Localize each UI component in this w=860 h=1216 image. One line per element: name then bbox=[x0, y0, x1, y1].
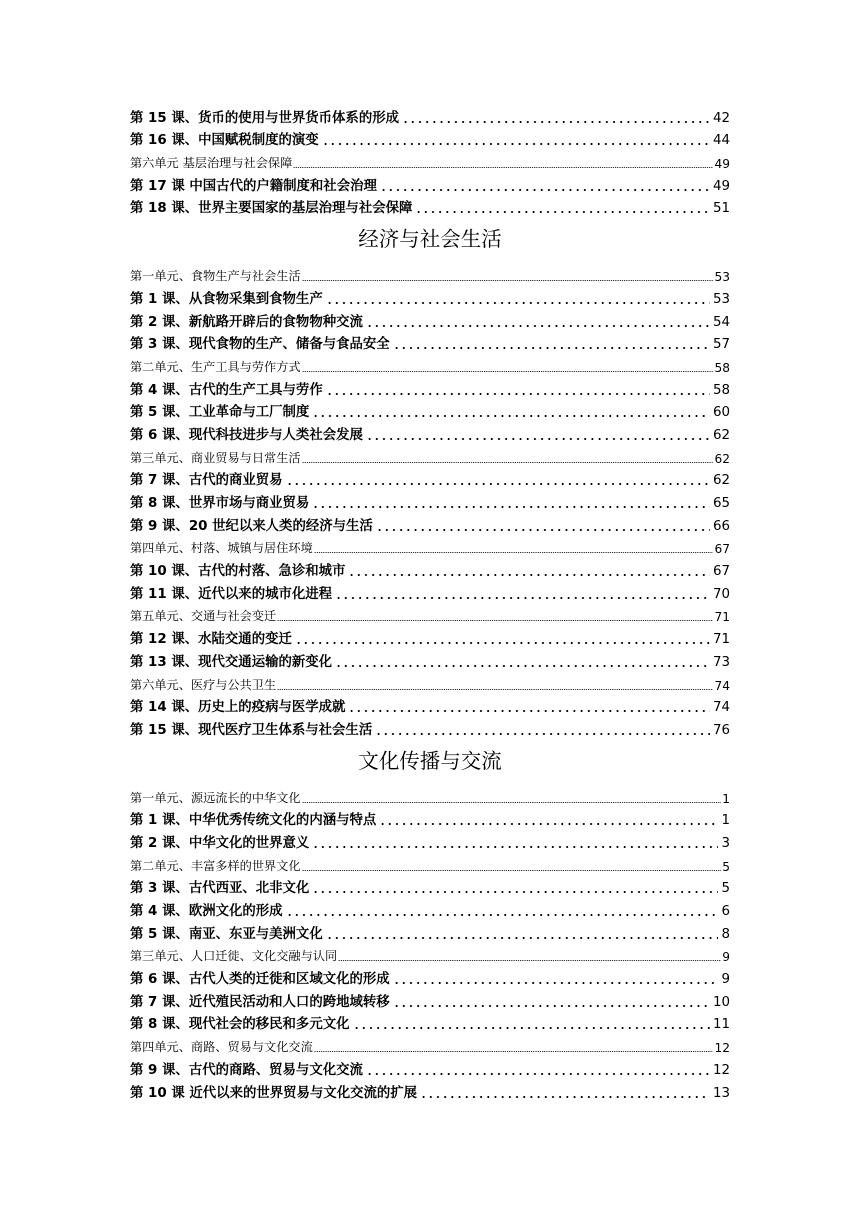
entry-title: 第 11 课、近代以来的城市化进程 bbox=[130, 586, 333, 602]
unit-entry[interactable] bbox=[130, 534, 730, 557]
dot-leader bbox=[420, 1087, 710, 1100]
entry-title: 第 6 课、古代人类的迁徙和区域文化的形成 bbox=[130, 972, 390, 988]
lesson-entry[interactable] bbox=[130, 330, 730, 353]
dot-leader bbox=[393, 974, 719, 987]
dot-leader bbox=[295, 634, 710, 647]
lesson-entry[interactable] bbox=[130, 647, 730, 670]
dot-leader bbox=[366, 430, 710, 443]
lesson-entry[interactable] bbox=[130, 828, 730, 851]
lesson-entry[interactable] bbox=[130, 715, 730, 738]
entry-title: 第 15 课、货币的使用与世界货币体系的形成 bbox=[130, 110, 399, 126]
dot-leader bbox=[312, 838, 718, 851]
lesson-entry[interactable] bbox=[130, 1010, 730, 1033]
lesson-entry[interactable] bbox=[130, 466, 730, 489]
entry-title: 第 9 课、20 世纪以来人类的经济与生活 bbox=[130, 518, 373, 534]
page-number: 51 bbox=[712, 201, 730, 217]
page-number: 12 bbox=[712, 1062, 730, 1078]
lesson-entry[interactable] bbox=[130, 806, 730, 829]
entry-title: 第 15 课、现代医疗卫生体系与社会生活 bbox=[130, 722, 373, 738]
entry-title: 第 16 课、中国赋税制度的演变 bbox=[130, 133, 319, 149]
lesson-entry[interactable] bbox=[130, 896, 730, 919]
unit-entry[interactable] bbox=[130, 602, 730, 625]
lesson-entry[interactable] bbox=[130, 579, 730, 602]
page-number: 49 bbox=[712, 178, 730, 194]
page-number: 70 bbox=[712, 586, 730, 602]
page-number: 5 bbox=[721, 881, 730, 897]
lesson-entry[interactable] bbox=[130, 375, 730, 398]
page-number: 62 bbox=[714, 451, 730, 466]
page-number: 58 bbox=[712, 382, 730, 398]
dot-leader bbox=[302, 363, 714, 375]
dot-leader bbox=[376, 520, 710, 533]
entry-title: 第一单元、源远流长的中华文化 bbox=[130, 790, 301, 805]
page-number: 8 bbox=[721, 926, 730, 942]
unit-entry[interactable] bbox=[130, 261, 730, 284]
lesson-entry[interactable] bbox=[130, 511, 730, 534]
lesson-entry[interactable] bbox=[130, 556, 730, 579]
entry-title: 第 8 课、现代社会的移民和多元文化 bbox=[130, 1017, 350, 1033]
unit-entry[interactable] bbox=[130, 851, 730, 874]
dot-leader bbox=[393, 339, 710, 352]
entry-title: 第 9 课、古代的商路、贸易与文化交流 bbox=[130, 1062, 363, 1078]
entry-title: 第 2 课、新航路开辟后的食物物种交流 bbox=[130, 314, 363, 330]
entry-title: 第 10 课 近代以来的世界贸易与文化交流的扩展 bbox=[130, 1085, 418, 1101]
lesson-entry[interactable] bbox=[130, 874, 730, 897]
toc-section bbox=[130, 740, 730, 1101]
unit-entry[interactable] bbox=[130, 352, 730, 375]
dot-leader bbox=[286, 906, 719, 919]
section-title: 经济与社会生活 bbox=[358, 227, 502, 252]
lesson-entry[interactable] bbox=[130, 307, 730, 330]
entry-title: 第 14 课、历史上的疫病与医学成就 bbox=[130, 700, 346, 716]
dot-leader bbox=[338, 952, 721, 964]
entry-title: 第 4 课、古代的生产工具与劳作 bbox=[130, 382, 323, 398]
dot-leader bbox=[402, 112, 710, 125]
lesson-entry[interactable] bbox=[130, 103, 730, 126]
lesson-entry[interactable] bbox=[130, 1055, 730, 1078]
dot-leader bbox=[348, 566, 710, 579]
lesson-entry[interactable] bbox=[130, 987, 730, 1010]
entry-title: 第 7 课、古代的商业贸易 bbox=[130, 473, 283, 489]
lesson-entry[interactable] bbox=[130, 693, 730, 716]
dot-leader bbox=[353, 1019, 710, 1032]
page-number: 1 bbox=[722, 791, 730, 806]
dot-leader bbox=[335, 656, 710, 669]
dot-leader bbox=[366, 1064, 710, 1077]
page-number: 49 bbox=[714, 157, 730, 172]
entry-title: 第六单元 基层治理与社会保障 bbox=[130, 156, 293, 171]
dot-leader bbox=[380, 180, 710, 193]
entry-title: 第六单元、医疗与公共卫生 bbox=[130, 677, 277, 692]
unit-entry[interactable] bbox=[130, 670, 730, 693]
page-number: 12 bbox=[714, 1041, 730, 1056]
entry-title: 第 10 课、古代的村落、急诊和城市 bbox=[130, 564, 346, 580]
page-number: 58 bbox=[714, 360, 730, 375]
page-number: 73 bbox=[712, 654, 730, 670]
entry-title: 第 12 课、水陆交通的变迁 bbox=[130, 632, 292, 648]
lesson-entry[interactable] bbox=[130, 919, 730, 942]
dot-leader bbox=[375, 724, 710, 737]
entry-title: 第五单元、交通与社会变迁 bbox=[130, 609, 277, 624]
entry-title: 第 1 课、中华优秀传统文化的内涵与特点 bbox=[130, 813, 377, 829]
dot-leader bbox=[302, 793, 722, 805]
page-number: 67 bbox=[712, 564, 730, 580]
lesson-entry[interactable] bbox=[130, 420, 730, 443]
entry-title: 第 3 课、现代食物的生产、储备与食品安全 bbox=[130, 337, 390, 353]
page-number: 71 bbox=[714, 610, 730, 625]
lesson-entry[interactable] bbox=[130, 1078, 730, 1101]
dot-leader bbox=[335, 588, 710, 601]
page-number: 74 bbox=[712, 700, 730, 716]
entry-title: 第 7 课、近代殖民活动和人口的跨地域转移 bbox=[130, 994, 390, 1010]
page-number: 5 bbox=[722, 859, 730, 874]
lesson-entry[interactable] bbox=[130, 126, 730, 149]
page-number: 60 bbox=[712, 405, 730, 421]
unit-entry[interactable] bbox=[130, 443, 730, 466]
dot-leader bbox=[302, 272, 714, 284]
entry-title: 第三单元、人口迁徙、文化交融与认同 bbox=[130, 949, 338, 964]
dot-leader bbox=[314, 544, 714, 556]
entry-title: 第 5 课、南亚、东亚与美洲文化 bbox=[130, 926, 323, 942]
dot-leader bbox=[379, 815, 718, 828]
page-number: 57 bbox=[712, 337, 730, 353]
page-number: 53 bbox=[712, 291, 730, 307]
page-number: 1 bbox=[721, 813, 730, 829]
table-of-contents bbox=[130, 103, 730, 1101]
entry-title: 第四单元、村落、城镇与居住环境 bbox=[130, 541, 313, 556]
page-number: 65 bbox=[712, 496, 730, 511]
dot-leader bbox=[326, 928, 719, 941]
page-number: 11 bbox=[712, 1017, 730, 1033]
entry-title: 第四单元、商路、贸易与文化交流 bbox=[130, 1040, 313, 1055]
entry-title: 第 17 课 中国古代的户籍制度和社会治理 bbox=[130, 178, 377, 194]
section-title: 文化传播与交流 bbox=[358, 748, 502, 773]
dot-leader bbox=[415, 203, 710, 216]
dot-leader bbox=[322, 135, 710, 148]
page-number: 67 bbox=[714, 542, 730, 557]
dot-leader bbox=[314, 1043, 714, 1055]
dot-leader bbox=[277, 680, 713, 692]
page-number: 54 bbox=[712, 314, 730, 330]
unit-entry[interactable] bbox=[130, 1032, 730, 1055]
lesson-entry[interactable] bbox=[130, 398, 730, 421]
page-number: 74 bbox=[714, 678, 730, 693]
dot-leader bbox=[277, 612, 713, 624]
page-number: 62 bbox=[712, 427, 730, 443]
dot-leader bbox=[286, 475, 710, 488]
dot-leader bbox=[393, 996, 710, 1009]
page-number: 10 bbox=[712, 994, 730, 1010]
dot-leader bbox=[312, 498, 710, 511]
page-number: 53 bbox=[714, 270, 730, 285]
lesson-entry[interactable] bbox=[130, 171, 730, 194]
dot-leader bbox=[348, 702, 710, 715]
page-number: 9 bbox=[721, 972, 730, 988]
lesson-entry[interactable] bbox=[130, 284, 730, 307]
toc-section bbox=[130, 103, 730, 216]
dot-leader bbox=[293, 159, 713, 171]
unit-entry[interactable] bbox=[130, 148, 730, 171]
page-number: 13 bbox=[712, 1085, 730, 1101]
page-number: 9 bbox=[722, 950, 730, 965]
entry-title: 第 6 课、现代科技进步与人类社会发展 bbox=[130, 427, 363, 443]
dot-leader bbox=[366, 316, 710, 329]
page-number: 71 bbox=[712, 632, 730, 648]
dot-leader bbox=[302, 861, 722, 873]
lesson-entry[interactable] bbox=[130, 624, 730, 647]
entry-title: 第 2 课、中华文化的世界意义 bbox=[130, 835, 310, 851]
page-number: 44 bbox=[712, 133, 730, 149]
lesson-entry[interactable] bbox=[130, 194, 730, 217]
entry-title: 第 5 课、工业革命与工厂制度 bbox=[130, 405, 310, 421]
lesson-entry[interactable] bbox=[130, 964, 730, 987]
dot-leader bbox=[302, 453, 714, 465]
entry-title: 第 1 课、从食物采集到食物生产 bbox=[130, 291, 323, 307]
entry-title: 第二单元、丰富多样的世界文化 bbox=[130, 858, 301, 873]
entry-title: 第一单元、食物生产与社会生活 bbox=[130, 269, 301, 284]
entry-title: 第 3 课、古代西亚、北非文化 bbox=[130, 881, 310, 897]
entry-title: 第 18 课、世界主要国家的基层治理与社会保障 bbox=[130, 201, 413, 217]
entry-title: 第 13 课、现代交通运输的新变化 bbox=[130, 654, 333, 670]
dot-leader bbox=[312, 407, 710, 420]
entry-title: 第二单元、生产工具与劳作方式 bbox=[130, 359, 301, 374]
toc-section bbox=[130, 218, 730, 737]
page-number: 3 bbox=[721, 835, 730, 851]
page-number: 66 bbox=[712, 518, 730, 534]
page-number: 76 bbox=[712, 722, 730, 738]
entry-title: 第三单元、商业贸易与日常生活 bbox=[130, 450, 301, 465]
lesson-entry[interactable] bbox=[130, 488, 730, 511]
entry-title: 第 4 课、欧洲文化的形成 bbox=[130, 904, 283, 919]
page-number: 6 bbox=[721, 904, 730, 919]
page-number: 42 bbox=[712, 110, 730, 126]
dot-leader bbox=[326, 384, 710, 397]
dot-leader bbox=[326, 293, 710, 306]
unit-entry[interactable] bbox=[130, 783, 730, 806]
dot-leader bbox=[312, 883, 718, 896]
entry-title: 第 8 课、世界市场与商业贸易 bbox=[130, 496, 310, 511]
page-number: 62 bbox=[712, 473, 730, 489]
unit-entry[interactable] bbox=[130, 942, 730, 965]
